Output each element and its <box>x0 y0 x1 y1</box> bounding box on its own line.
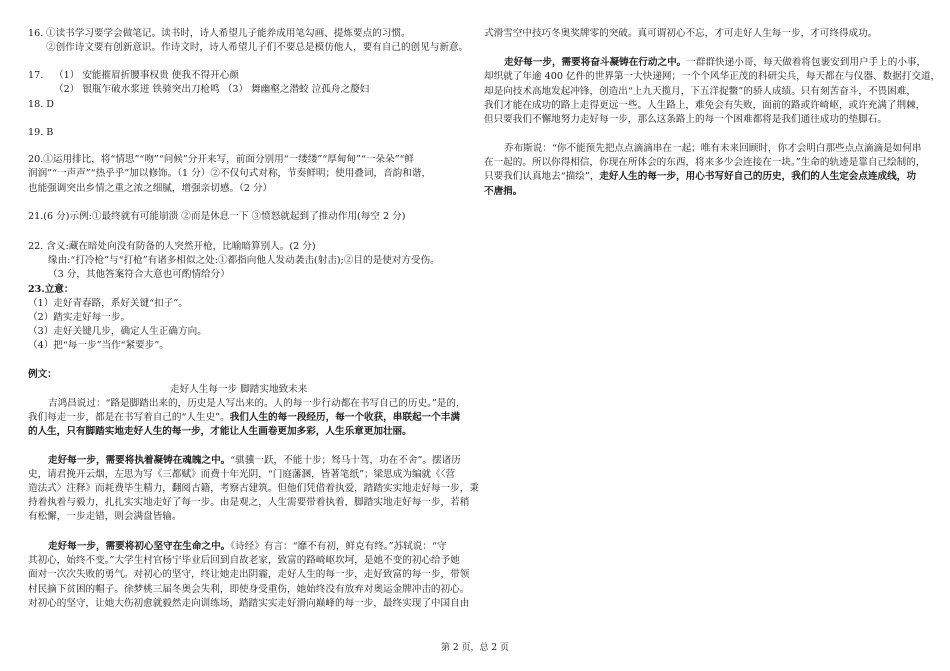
essay-p2-line: 史，请君挽开云烟，左思为写《三都赋》而费十年光阴，“门庭藩溷，皆著笔纸”；梁思成为编就《〈营 <box>28 469 456 480</box>
q21-answer: 21.(6 分)示例:①最终就有可能崩溃 ②而是休息一下 ③愤怒就起到了推动作用(每空 2 分) <box>28 211 406 222</box>
q22-line1: 22. 含义:藏在暗处向没有防备的人突然开枪，比喻暗算别人。(2 分) <box>28 241 316 252</box>
essay-p2-line: 造法式〉注释》而耗费毕生精力，翻阅古籍，考察古建筑。但他们凭借着执爱，踏踏实实地走好每一步，秉 <box>28 483 479 494</box>
q20-line2: 润润”“一声声”“热乎乎”加以修饰。（1 分）②不仅句式对称，节奏鲜明；使用叠词，音韵和谐， <box>28 168 432 179</box>
essay-p3-line: 对初心的坚守，让她大伤初愈就毅然走向训练场，踏踏实实走好滑向巅峰的每一步，最终实现了中国自由 <box>28 598 470 609</box>
q17-line1: （1） 安能摧眉折腰事权贵 使我不得开心颜 <box>54 70 239 81</box>
essay-p5-line: 不唐捐。 <box>484 186 523 197</box>
essay-p5-line: 乔布斯说：“你不能预先把点点滴滴串在一起；唯有未来回顾时，你才会明白那些点点滴滴是如何串 <box>504 143 922 154</box>
example-label: 例文： <box>28 369 57 380</box>
q22-line3: （3 分，其他答案符合大意也可酌情给分） <box>48 269 230 280</box>
essay-p1-line: 的人生，只有脚踏实地走好人生的每一步，才能让人生画卷更加多彩，人生乐章更加壮丽。 <box>28 426 412 437</box>
essay-p4-line: 但只要我们不懈地努力走好每一步，那么这条路上的每一个困难都将是我们通往成功的垫脚石。 <box>484 114 887 125</box>
essay-p1-line: 吉鸿昌说过：“路是脚踏出来的，历史是人写出来的。人的每一步行动都在书写自己的历史。”是的， <box>48 398 466 409</box>
essay-p1-line: 我们每走一步，都是在书写着自己的“人生史”。我们人生的每一段经历，每一个收获，串联起一个丰满 <box>28 412 460 423</box>
q16-line2: ②创作诗文要有创新意识。作诗文时，诗人希望儿子们不要总是模仿他人，要有自己的创见与新意。 <box>46 42 469 53</box>
essay-p2-line: 有松懈，一步走错，则会满盘皆输。 <box>28 511 182 522</box>
essay-p5-line: 只要我们认真地去“描绘”，走好人生的每一步，用心书写好自己的历史，我们的人生定会点连成线，功 <box>484 171 916 182</box>
q16-num: 16. <box>28 28 44 39</box>
essay-p3-line: 其初心，始终不变。”大学生村官杨宁毕业后回到自故老家，致富的路崎岖坎坷，是她不变的初心给予她 <box>28 555 460 566</box>
essay-p3-line: 面对一次次失败的勇气。对初心的坚守，终让她走出阴霾，走好人生的每一步，走好致富的每一步，带领 <box>28 569 470 580</box>
q17-line2: （2） 银瓶乍破水浆迸 铁骑突出刀枪鸣 （3） 舞幽壑之潜蛟 泣孤舟之嫠妇 <box>54 84 370 95</box>
page-footer: 第 2 页，总 2 页 <box>441 643 509 653</box>
essay-p4-line: 走好每一步，需要将奋斗凝铸在行动之中。一群群快递小哥，每天做着将包裹安到用户手上的小事， <box>504 57 927 68</box>
q16-line1: ①读书学习要学会做笔记。读书时，诗人希望儿子能养成用笔勾画、提炼要点的习惯。 <box>46 28 411 39</box>
essay-p5-line: 在一起的。所以你得相信，你现在所体会的东西，将来多少会连接在一块。”生命的轨迹是靠自己绘制的， <box>484 157 926 168</box>
q20-line1: 20.①运用排比，将“情思”“吻”“问候”分开来写，前面分别用“一缕缕”“厚甸甸”“一朵朵”“鲜 <box>28 154 415 165</box>
q19-answer: 19. B <box>28 127 54 138</box>
q23-item: （2）踏实走好每一步。 <box>28 312 131 323</box>
essay-title: 走好人生每一步 脚踏实地致未来 <box>170 384 308 395</box>
essay-p2-line: 走好每一步，需要将执着凝铸在魂魄之中。“骐骥一跃，不能十步；驽马十驾，功在不舍”。摆诸历 <box>48 455 461 466</box>
essay-p4-line: 我们才能在成功的路上走得更远一些。人生路上，难免会有失败，面前的路或许崎岖，或许充满了荆棘， <box>484 100 926 111</box>
q23-item: （3）走好关键几步，确定人生正确方向。 <box>28 326 207 337</box>
q17-num: 17. <box>28 70 44 81</box>
q22-line2: 缘由:“打冷枪”与“打枪”有诸多相似之处:①都指向他人发动袭击(射击);②目的是使对方受伤。 <box>48 255 440 266</box>
q23-title: 23.立意： <box>28 284 74 295</box>
essay-p3-line: 走好每一步，需要将初心坚守在生命之中。《诗经》有言：“靡不有初，鲜克有终。”苏轼说：“守 <box>48 541 447 552</box>
essay-p2-line: 持着执着与毅力，扎扎实实地走好了每一步。由是观之，人生需要带着执着，脚踏实地走好每一步，若稍 <box>28 497 470 508</box>
q23-item: （1）走好青春路，系好关键“扣子”。 <box>28 298 188 309</box>
q18-answer: 18. D <box>28 99 54 110</box>
essay-continuation: 式滑雪空中技巧冬奥奖牌零的突破。真可谓初心不忘，才可走好人生每一步，才可终得成功。 <box>484 28 878 39</box>
q20-line3: 也能强调突出乡情之重之浓之细腻，增强亲切感。（2 分） <box>28 183 273 194</box>
q23-item: （4）把“每一步”当作“紧要步”。 <box>28 340 169 351</box>
essay-p4-line: 却是向技术高地发起冲锋，创造出“上九天揽月，下五洋捉鳖”的骄人成绩。只有刻苦奋斗，不畏困难， <box>484 86 916 97</box>
essay-p3-line: 村民摘下贫困的帽子。徐梦桃三届冬奥会失利，即使身受重伤，她始终没有放弃对奥运金牌冲击的初心。 <box>28 584 470 595</box>
essay-p4-line: 却织就了年逾 400 亿件的世界第一大快递网；一个个风华正茂的科研尖兵，每天都在与仪器、数据打交道， <box>484 71 941 82</box>
